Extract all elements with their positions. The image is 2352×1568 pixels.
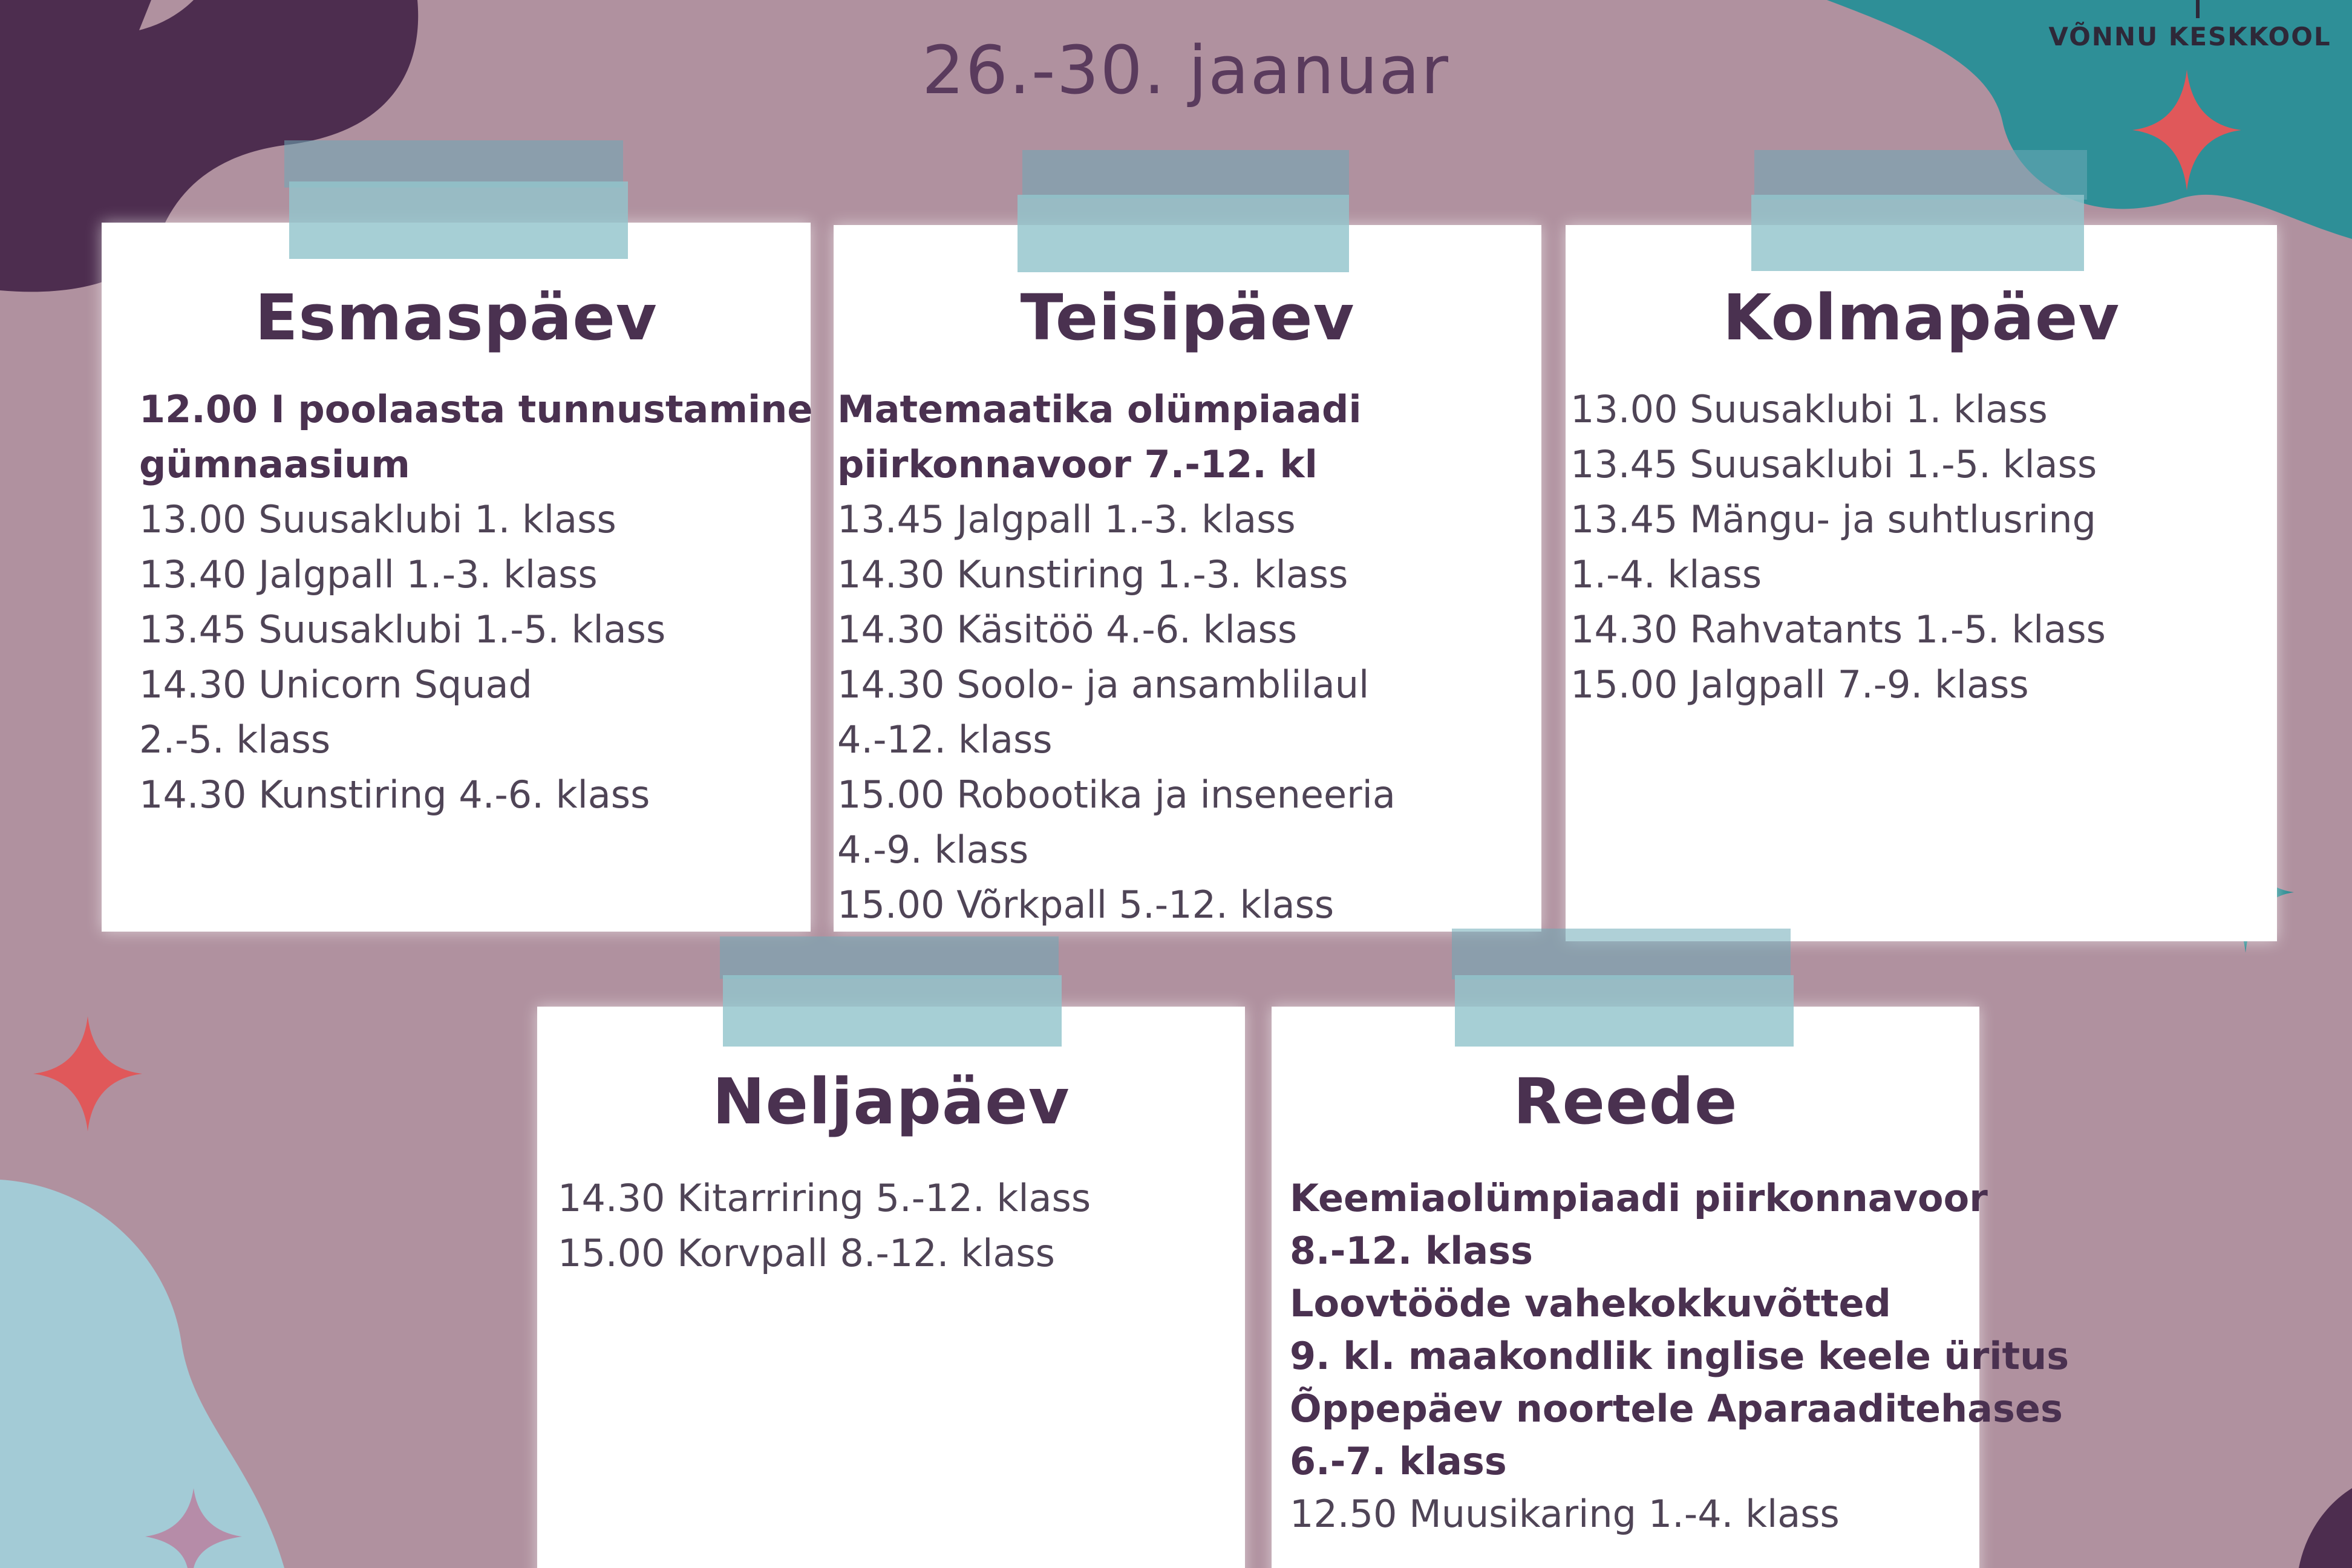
day-card-tuesday — [834, 225, 1541, 932]
tape-strip-friday-top — [1452, 929, 1791, 979]
day-schedule-wednesday — [1570, 387, 2106, 717]
tape-strip-monday — [289, 181, 628, 259]
schedule-line: 14.30 Rahvatants 1.-5. klass — [1570, 607, 2106, 652]
day-schedule-thursday — [558, 1176, 1091, 1286]
tape-strip-wednesday — [1751, 195, 2084, 271]
school-logo-text: VÕNNU KESKKOOL — [2048, 22, 2331, 51]
tape-strip-thursday-top — [720, 936, 1059, 979]
tape-strip-tuesday-top — [1022, 150, 1349, 198]
day-schedule-friday — [1290, 1176, 2069, 1544]
day-card-wednesday — [1566, 225, 2277, 941]
schedule-line: 13.00 Suusaklubi 1. klass — [1570, 387, 2048, 431]
schedule-line: 13.00 Suusaklubi 1. klass — [139, 497, 616, 541]
schedule-line: 1.-4. klass — [1570, 552, 1762, 596]
schedule-line: 14.30 Soolo- ja ansamblilaul — [837, 662, 1370, 707]
schedule-line: 8.-12. klass — [1290, 1229, 1533, 1273]
day-card-thursday — [537, 1007, 1245, 1568]
tape-strip-thursday — [723, 975, 1062, 1047]
schedule-line: gümnaasium — [139, 442, 410, 486]
schedule-line: 4.-12. klass — [837, 717, 1053, 762]
schedule-line: 15.00 Korvpall 8.-12. klass — [558, 1231, 1055, 1275]
schedule-line: 13.45 Mängu- ja suhtlusring — [1570, 497, 2097, 541]
date-range-subtitle: 26.-30. jaanuar — [922, 31, 1449, 109]
schedule-line: 14.30 Kunstiring 4.-6. klass — [139, 773, 650, 817]
day-title-thursday: Neljapäev — [712, 1065, 1070, 1138]
schedule-line: 12.50 Muusikaring 1.-4. klass — [1290, 1492, 1840, 1536]
schedule-line: 4.-9. klass — [837, 828, 1029, 872]
tape-strip-wednesday-top — [1754, 150, 2087, 200]
tape-strip-monday-top — [284, 140, 623, 188]
day-schedule-monday — [139, 387, 812, 828]
schedule-line: 13.40 Jalgpall 1.-3. klass — [139, 552, 598, 596]
schedule-line: Matemaatika olümpiaadi — [837, 387, 1362, 431]
schedule-line: 15.00 Robootika ja inseneeria — [837, 773, 1396, 817]
schedule-line: 13.45 Suusaklubi 1.-5. klass — [1570, 442, 2097, 486]
schedule-line: 13.45 Suusaklubi 1.-5. klass — [139, 607, 666, 652]
logo-tick-mark — [2196, 0, 2200, 18]
schedule-line: Õppepäev noortele Aparaaditehases — [1290, 1387, 2063, 1431]
schedule-line: 13.45 Jalgpall 1.-3. klass — [837, 497, 1296, 541]
schedule-line: 14.30 Kunstiring 1.-3. klass — [837, 552, 1348, 596]
day-title-wednesday: Kolmapäev — [1722, 281, 2120, 354]
day-title-friday: Reede — [1513, 1065, 1738, 1138]
schedule-line: 9. kl. maakondlik inglise keele üritus — [1290, 1334, 2069, 1378]
schedule-line: 14.30 Unicorn Squad — [139, 662, 532, 707]
tape-strip-friday — [1455, 975, 1794, 1047]
day-title-tuesday: Teisipäev — [1020, 281, 1355, 354]
schedule-line: 15.00 Jalgpall 7.-9. klass — [1570, 662, 2029, 707]
schedule-line: 15.00 Võrkpall 5.-12. klass — [837, 883, 1334, 927]
schedule-line: 14.30 Kitarriring 5.-12. klass — [558, 1176, 1091, 1220]
light-blue-blob — [0, 1180, 284, 1568]
day-title-monday: Esmaspäev — [255, 281, 658, 354]
schedule-line: 2.-5. klass — [139, 717, 331, 762]
schedule-line: Loovtööde vahekokkuvõtted — [1290, 1281, 1891, 1325]
schedule-line: 6.-7. klass — [1290, 1439, 1507, 1483]
coral-star-left — [33, 1016, 142, 1131]
tape-strip-tuesday — [1018, 195, 1349, 272]
schedule-line: 12.00 I poolaasta tunnustamine — [139, 387, 813, 431]
day-card-monday — [102, 223, 811, 932]
purple-corner-shape — [2299, 1488, 2352, 1568]
schedule-line: 14.30 Käsitöö 4.-6. klass — [837, 607, 1298, 652]
day-schedule-tuesday — [837, 387, 1396, 938]
schedule-line: piirkonnavoor 7.-12. kl — [837, 442, 1318, 486]
schedule-line: Keemiaolümpiaadi piirkonnavoor — [1290, 1176, 1988, 1220]
day-card-friday — [1272, 1007, 2069, 1568]
